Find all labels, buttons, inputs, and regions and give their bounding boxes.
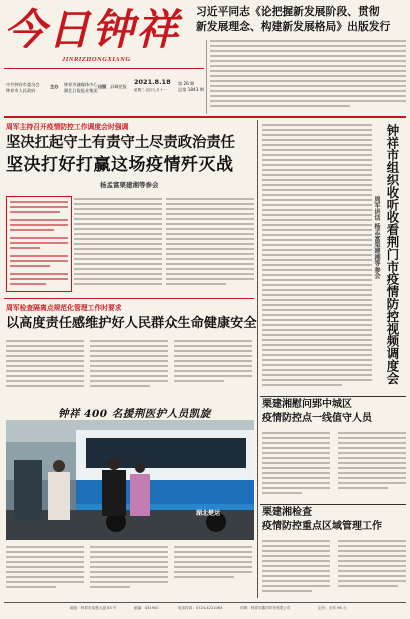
article1-body (74, 196, 254, 296)
article1-byline: 杨孟富栗建湘等参会 (100, 181, 159, 189)
article1-headline2: 坚决打好打赢这场疫情歼灭战 (6, 155, 234, 175)
photo-caption: 钟祥 400 名援荆医护人员凯旋 (58, 408, 211, 420)
section-rule (4, 298, 254, 299)
publish-label: 出版 (98, 84, 107, 89)
masthead-pinyin: JINRIZHONGXIANG (62, 56, 131, 63)
issue-date-sub: 星期三 农历七月十一 (134, 88, 167, 92)
article2-headline: 以高度责任感维护好人民群众生命健康安全 (6, 316, 257, 331)
main-column-rule (257, 120, 258, 598)
right-rule-2 (260, 504, 406, 505)
footer-phone: 电话传真：0724-4221063 (178, 606, 223, 610)
photo-bus (6, 420, 254, 540)
article1-summary-box (6, 196, 72, 292)
footer-postcode: 邮编：431900 (134, 606, 159, 610)
right-box1-line1: 栗建湘慰问郢中城区 (262, 399, 352, 410)
masthead-title-text: 今日钟祥 (4, 5, 181, 54)
issuer-line: 中共钟祥市委员会 (6, 82, 40, 87)
masthead-title (4, 6, 194, 54)
top-headline (196, 4, 408, 34)
article2-kicker: 周军检查隔离点规范化管理工作时要求 (6, 304, 122, 312)
right-vertical-headline: 钟祥市组织收听收看荆门市疫情防控视频调度会 (385, 124, 400, 385)
edition-label: 县域党报 (110, 84, 127, 89)
footer-address: 地址：钟祥市莫愁大道 63 号 (70, 606, 117, 610)
right-vertical-subhead: 周军讲话 杨孟富栗建湘等参会 (373, 196, 380, 279)
bus-label: 湖北楚运 (196, 510, 221, 517)
right-box2-line2: 疫情防控重点区域管理工作 (262, 521, 382, 532)
bus-photo-image (6, 420, 254, 540)
section-rule-top (4, 116, 406, 118)
masthead-rule (4, 68, 204, 69)
top-article-body (210, 40, 406, 112)
issuer-line: 钟祥市融媒体中心 (64, 82, 98, 87)
issue-date: 2021.8.18 (134, 78, 171, 86)
top-headline-line2: 新发展理念、构建新发展格局》出版发行 (196, 20, 391, 33)
article1-kicker: 周军主持召开疫情防控工作调度会时强调 (6, 123, 129, 131)
right-body-1 (262, 122, 372, 392)
right-box1-headline (262, 398, 408, 426)
right-box2-headline (262, 506, 408, 534)
right-body-2 (262, 430, 406, 502)
article2-body (6, 338, 254, 398)
right-rule-1 (260, 396, 406, 397)
column-rule (206, 40, 207, 114)
footer-price: 定价：全年 96 元 (318, 606, 347, 610)
footer-printer: 印刷：钟祥市鑫印印务有限公司 (240, 606, 291, 610)
top-headline-line1: 习近平同志《论把握新发展阶段、贯彻 (196, 5, 380, 18)
right-body-3 (262, 538, 406, 598)
photo-body (6, 544, 254, 598)
host-label: 主办 (50, 84, 59, 89)
footer-rule (4, 602, 406, 603)
issuer-line: 钟祥市人民政府 (6, 87, 36, 93)
issuer-line: 湖北日报报业集团 (64, 87, 98, 93)
right-box2-line1: 栗建湘检查 (262, 507, 312, 518)
issue-number: 第 26 期 (178, 81, 195, 86)
right-box1-line2: 疫情防控点一线值守人员 (262, 413, 372, 424)
issue-total: 总第 1843 期 (178, 87, 204, 92)
article1-headline1: 坚决扛起守土有责守土尽责政治责任 (6, 135, 235, 151)
